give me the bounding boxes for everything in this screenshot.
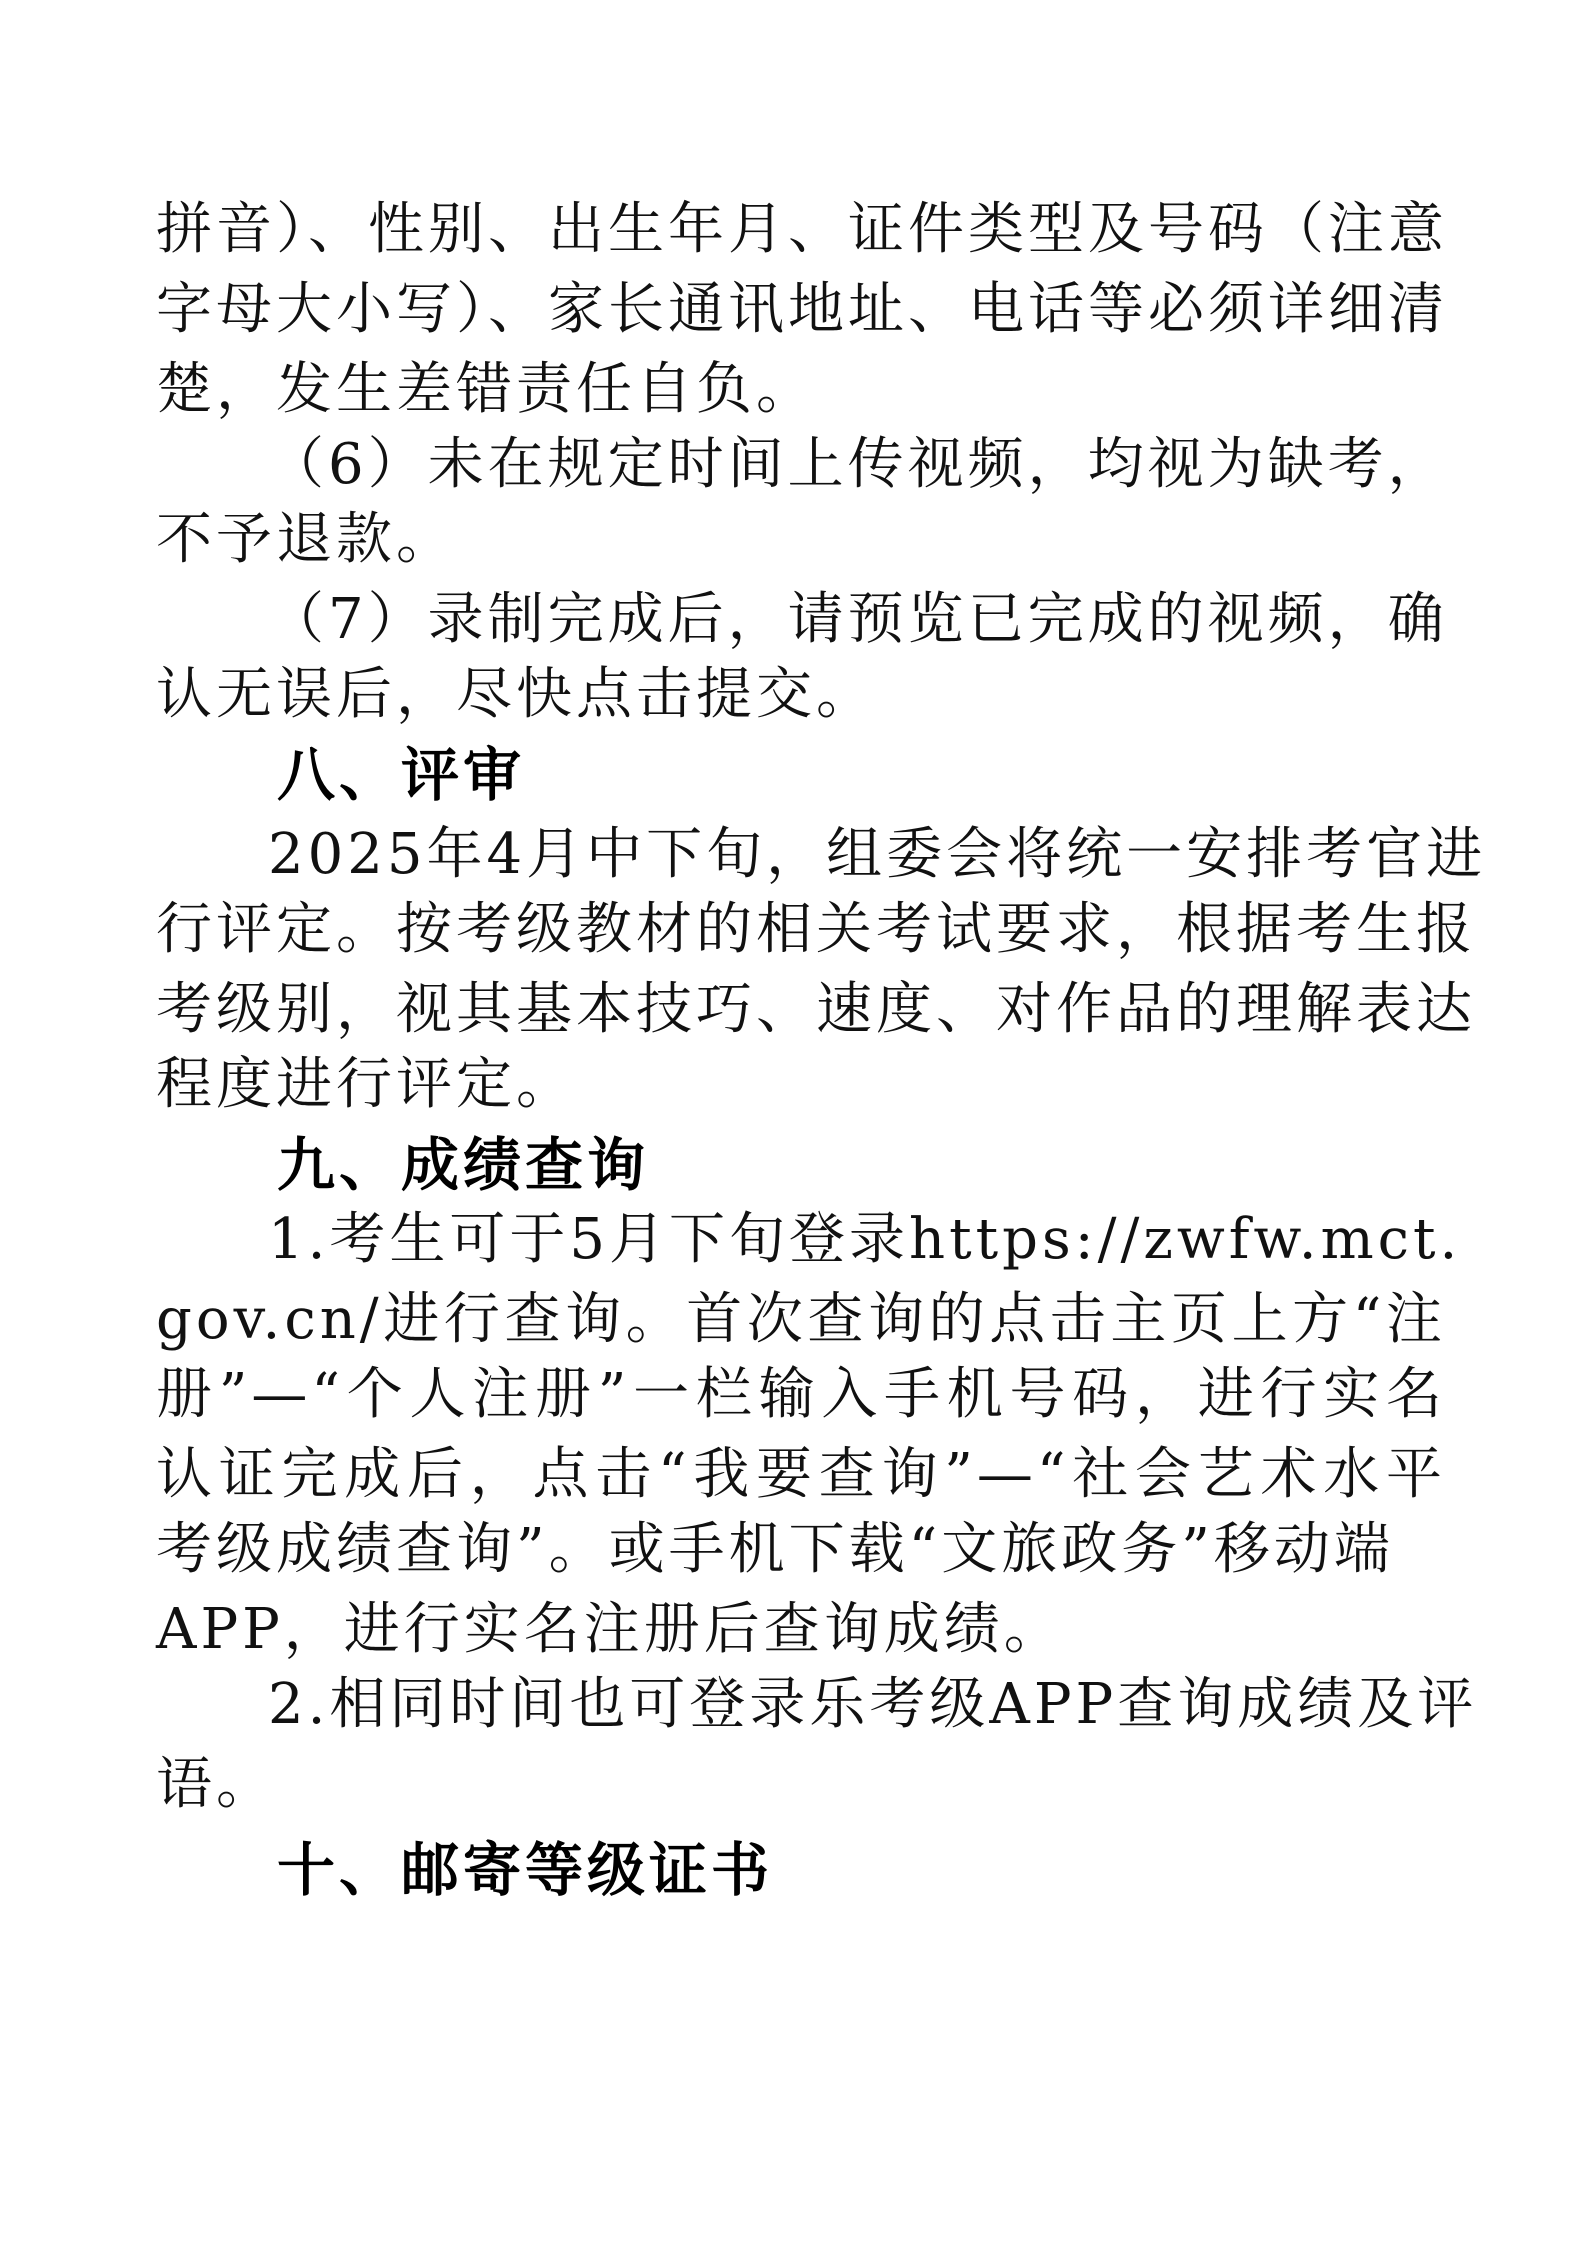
body-text-line: 拼音）、性别、出生年月、证件类型及号码（注意 bbox=[156, 197, 1448, 262]
section-heading-certificate-mailing: 十、邮寄等级证书 bbox=[277, 1836, 774, 1904]
body-text-line: 字母大小写）、家长通讯地址、电话等必须详细清 bbox=[156, 277, 1448, 342]
body-text-line: 楚，发生差错责任自负。 bbox=[156, 357, 816, 422]
section-9-text-line: gov.cn/进行查询。首次查询的点击主页上方“注 bbox=[156, 1287, 1446, 1352]
list-item-6-line: 不予退款。 bbox=[156, 507, 456, 572]
section-9-text-line: 册”—“个人注册”一栏输入手机号码，进行实名 bbox=[156, 1362, 1446, 1427]
section-8-text-line: 2025年4月中下旬，组委会将统一安排考官进 bbox=[268, 822, 1487, 887]
section-8-text-line: 考级别，视其基本技巧、速度、对作品的理解表达 bbox=[156, 977, 1476, 1042]
section-9-text-line: 2.相同时间也可登录乐考级APP查询成绩及评 bbox=[268, 1672, 1478, 1737]
section-9-text-line: 1.考生可于5月下旬登录https://zwfw.mct. bbox=[268, 1207, 1462, 1272]
section-heading-score-query: 九、成绩查询 bbox=[277, 1131, 650, 1199]
section-9-text-line: 考级成绩查询”。或手机下载“文旅政务”移动端 bbox=[156, 1517, 1394, 1582]
section-8-text-line: 程度进行评定。 bbox=[156, 1052, 576, 1117]
section-9-text-line: APP，进行实名注册后查询成绩。 bbox=[156, 1597, 1064, 1662]
list-item-7-line: 认无误后，尽快点击提交。 bbox=[156, 662, 876, 727]
section-9-text-line: 语。 bbox=[156, 1752, 276, 1817]
list-item-6-line: （6）未在规定时间上传视频，均视为缺考， bbox=[268, 432, 1448, 497]
section-heading-review: 八、评审 bbox=[277, 741, 526, 809]
section-9-text-line: 认证完成后，点击“我要查询”—“社会艺术水平 bbox=[156, 1442, 1446, 1507]
section-8-text-line: 行评定。按考级教材的相关考试要求，根据考生报 bbox=[156, 897, 1476, 962]
list-item-7-line: （7）录制完成后，请预览已完成的视频，确 bbox=[268, 587, 1448, 652]
